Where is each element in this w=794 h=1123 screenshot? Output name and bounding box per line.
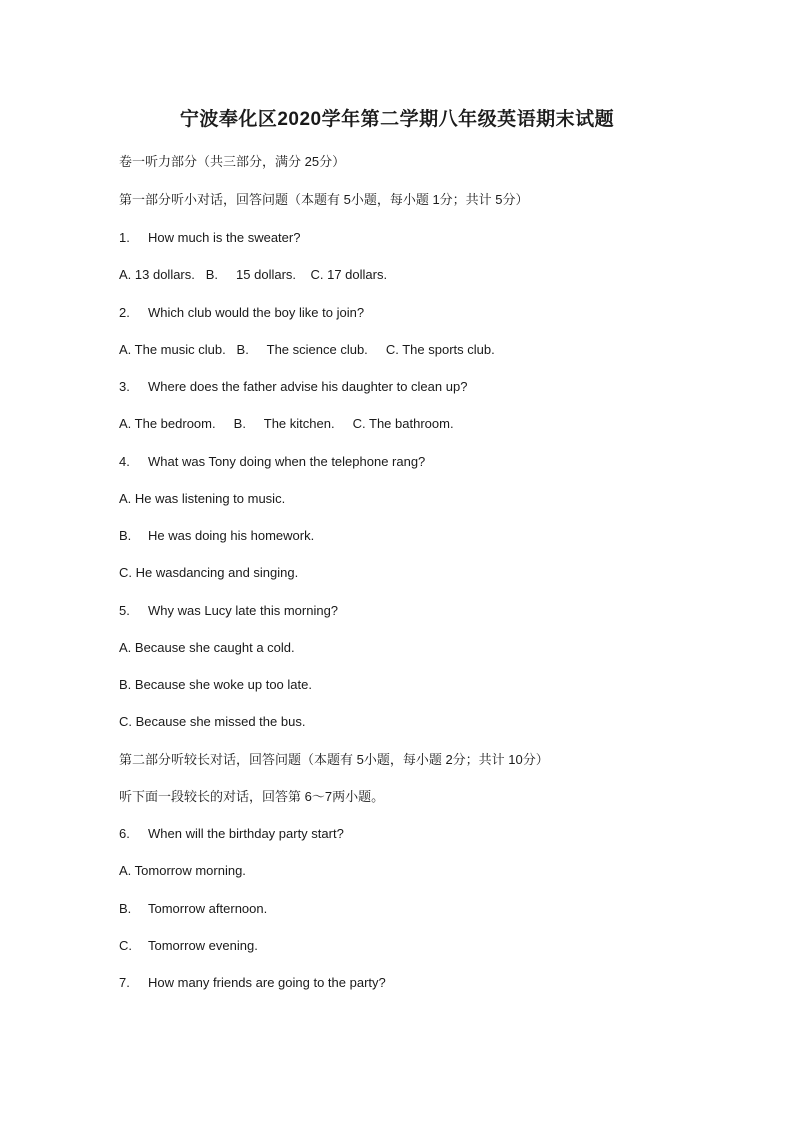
option-letter: C.	[119, 938, 132, 953]
question-number: 1.	[119, 230, 130, 245]
question-4-option-c: C. He wasdancing and singing.	[119, 565, 299, 580]
question-5-option-b: B. Because she woke up too late.	[119, 677, 312, 692]
part2-instruction: 第二部分听较长对话，回答问题（本题有 5小题，每小题 2分；共计 10分）	[119, 752, 549, 767]
question-6-option-b	[119, 900, 267, 918]
question-5-option-a: A. Because she caught a cold.	[119, 640, 295, 655]
question-text: Where does the father advise his daughter to clean up?	[148, 379, 468, 394]
question-text: Which club would the boy like to join?	[148, 305, 365, 320]
option-letter: B.	[119, 528, 132, 543]
question-1	[119, 229, 300, 247]
question-6-option-c	[119, 937, 258, 955]
question-4-option-a: A. He was listening to music.	[119, 491, 286, 506]
question-text: Why was Lucy late this morning?	[148, 603, 339, 618]
question-text: When will the birthday party start?	[148, 826, 344, 841]
question-number: 5.	[119, 603, 130, 618]
section-header: 卷一听力部分（共三部分，满分 25分）	[119, 154, 346, 169]
option-text: He was doing his homework.	[148, 528, 315, 543]
question-number: 4.	[119, 454, 130, 469]
part1-instruction: 第一部分听小对话，回答问题（本题有 5小题，每小题 1分；共计 5分）	[119, 192, 529, 207]
question-text: What was Tony doing when the telephone rang?	[148, 454, 426, 469]
question-number: 2.	[119, 305, 130, 320]
question-3	[119, 378, 467, 396]
question-number: 3.	[119, 379, 130, 394]
exam-title: 宁波奉化区2020学年第二学期八年级英语期末试题	[179, 109, 615, 130]
question-3-options: A. The bedroom. B. The kitchen. C. The bathroom.	[119, 416, 454, 431]
question-4-option-b	[119, 527, 314, 545]
question-6-option-a: A. Tomorrow morning.	[119, 863, 246, 878]
question-text: How much is the sweater?	[148, 230, 301, 245]
question-5-option-c: C. Because she missed the bus.	[119, 714, 306, 729]
question-number: 7.	[119, 975, 130, 990]
question-text: How many friends are going to the party?	[148, 975, 386, 990]
question-6	[119, 825, 344, 843]
question-number: 6.	[119, 826, 130, 841]
part2-sub-instruction: 听下面一段较长的对话，回答第 6～7两小题。	[119, 789, 385, 804]
question-2-options: A. The music club. B. The science club. C. The sports club.	[119, 342, 495, 357]
question-2	[119, 304, 364, 322]
question-1-options: A. 13 dollars. B. 15 dollars. C. 17 dollars.	[119, 267, 388, 282]
option-text: Tomorrow afternoon.	[148, 901, 268, 916]
option-text: Tomorrow evening.	[148, 938, 258, 953]
question-5	[119, 602, 338, 620]
option-letter: B.	[119, 901, 132, 916]
question-4	[119, 453, 425, 471]
question-7	[119, 974, 386, 992]
